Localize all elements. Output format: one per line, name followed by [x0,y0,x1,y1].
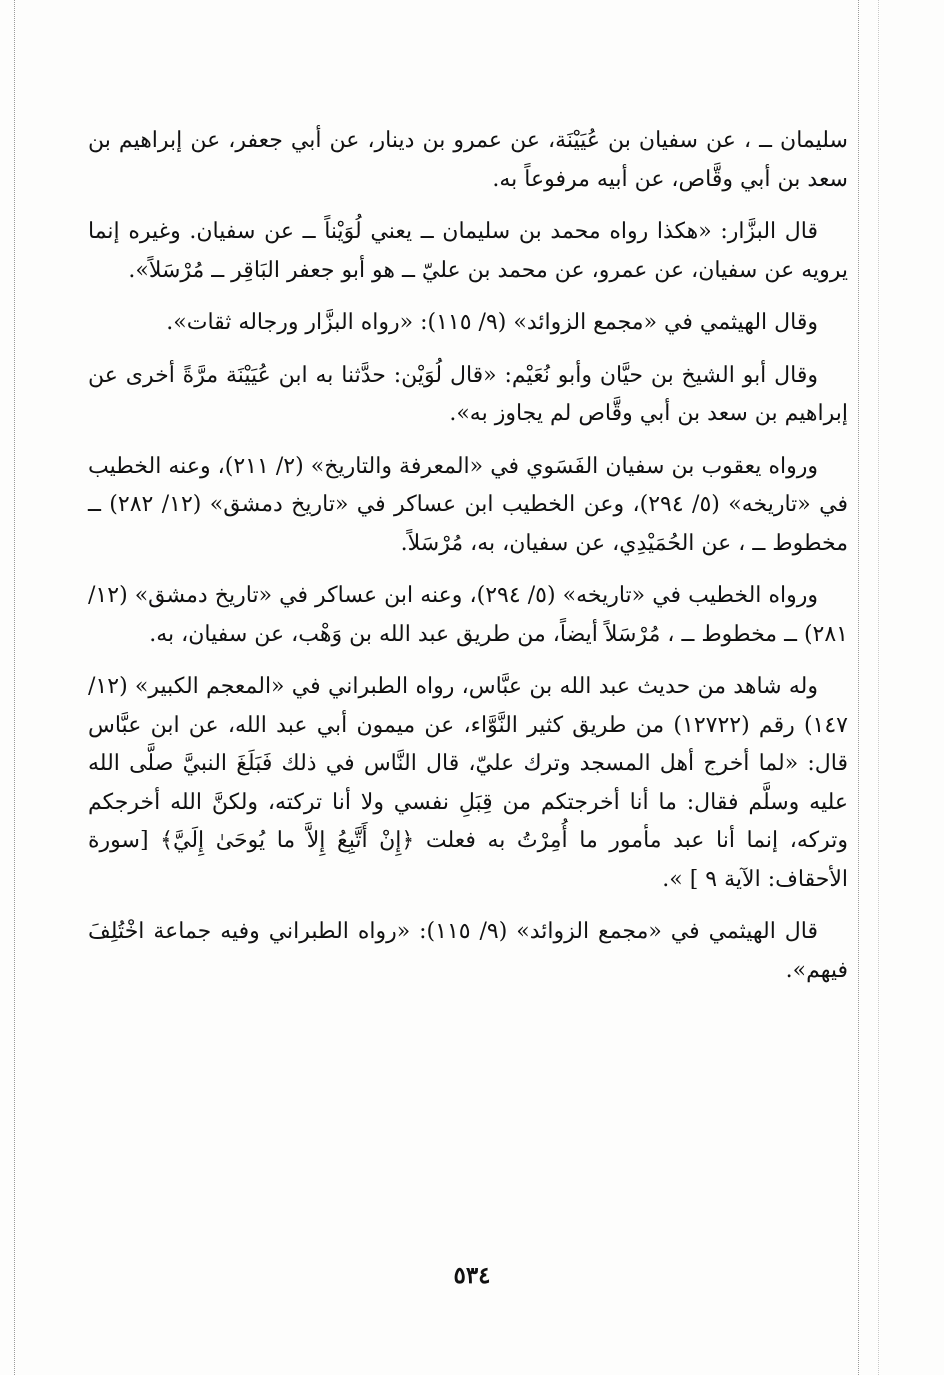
page-number: ٥٣٤ [453,1262,491,1289]
paragraph: وقال أبو الشيخ بن حيَّان وأبو نُعَيْم: «قال لُوَيْن: حدَّثنا به ابن عُيَيْنَة مرَّةً أخرى عن إبراهيم بن سعد بن أبي وقَّاص لم يجاوز به». [88,362,848,426]
right-scan-edge [858,0,859,1375]
paragraph: وقال الهيثمي في «مجمع الزوائد» (٩/ ١١٥): «رواه البزَّار ورجاله ثقات». [166,310,818,335]
paragraph: قال البزَّار: «هكذا رواه محمد بن سليمان ــ يعني لُوَيْناً ــ عن سفيان. وغيره إنما يرويه عن سفيان، عن عمرو، عن محمد بن عليّ ــ هو أبو جعفر البَاقِر ــ مُرْسَلاً». [88,219,848,283]
paragraph: سليمان ــ ، عن سفيان بن عُيَيْنَة، عن عمرو بن دينار، عن أبي جعفر، عن إبراهيم بن سعد بن أبي وقَّاص، عن أبيه مرفوعاً به. [88,128,848,192]
paragraph: قال الهيثمي في «مجمع الزوائد» (٩/ ١١٥): «رواه الطبراني وفيه جماعة اخْتُلِفَ فيهم». [88,919,848,983]
paragraph: وله شاهد من حديث عبد الله بن عبَّاس، رواه الطبراني في «المعجم الكبير» (١٢/ ١٤٧) رقم (١٢٧٢٢) من طريق كثير النَّوَّاء، عن ميمون أبي عبد الله، عن ابن عبَّاس قال: «لما أخرج أهل المسجد وترك عليّ، قال النَّاس في ذلك فَبَلَغَ النبيَّ صلَّى الله عليه وسلَّم فقال: ما أنا أخرجتكم من قِبَلِ نفسي ولا أنا تركته، ولكنَّ الله أخرجكم وتركه، إنما أنا عبد مأمور ما أُمِرْتُ به فعلت ﴿إِنْ أَتَّبِعُ إِلاَّ ما يُوحَىٰ إِلَيَّ﴾ [سورة الأحقاف: الآية ٩ ] ». [88,674,848,892]
left-scan-edge [14,0,15,1375]
page-body [88,122,848,1004]
right-scan-edge-outer [878,0,879,1375]
paragraph: ورواه يعقوب بن سفيان الفَسَوي في «المعرفة والتاريخ» (٢/ ٢١١)، وعنه الخطيب في «تاريخه» (٥/ ٢٩٤)، وعن الخطيب ابن عساكر في «تاريخ دمشق» (١٢/ ٢٨٢) ــ مخطوط ــ ، عن الحُمَيْدِي، عن سفيان، به، مُرْسَلاً. [88,453,849,556]
paragraph: ورواه الخطيب في «تاريخه» (٥/ ٢٩٤)، وعنه ابن عساكر في «تاريخ دمشق» (١٢/ ٢٨١) ــ مخطوط ــ ، مُرْسَلاً أيضاً، من طريق عبد الله بن وَهْب، عن سفيان، به. [88,583,848,647]
